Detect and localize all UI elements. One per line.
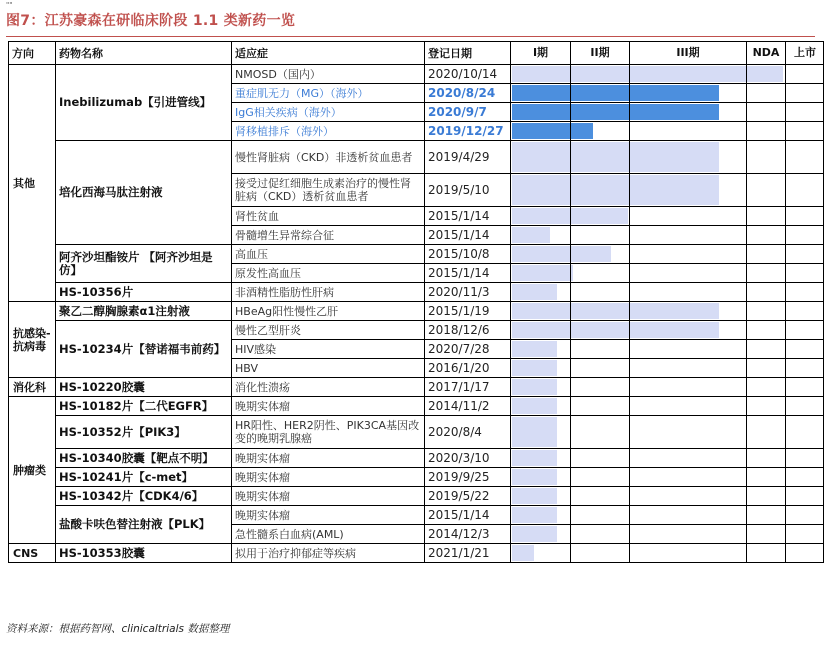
phase-progress-bar: [512, 488, 557, 504]
phase-progress-cell: [511, 84, 824, 103]
reg-date-cell: 2015/1/14: [425, 264, 511, 283]
phase-progress-bar: [512, 104, 719, 120]
phase-divider: [785, 468, 786, 487]
indication-cell: 晚期实体瘤: [232, 506, 425, 525]
table-row: [9, 378, 824, 397]
indication-cell: 原发性高血压: [232, 264, 425, 283]
direction-cell: 肿瘤类: [9, 397, 56, 544]
drug-name-cell: HS-10234片【替诺福韦前药】: [56, 321, 232, 378]
phase-divider: [785, 103, 786, 122]
phase-divider: [746, 397, 747, 416]
phase-progress-bar: [512, 265, 573, 281]
phase-divider: [746, 84, 747, 103]
phase-progress-cell: [511, 321, 824, 340]
phase-progress-bar: [512, 398, 557, 414]
phase-divider: [629, 122, 630, 141]
phase-divider: [785, 378, 786, 397]
reg-date-cell: 2020/11/3: [425, 283, 511, 302]
phase-divider: [629, 207, 630, 226]
indication-cell: 慢性肾脏病（CKD）非透析贫血患者: [232, 141, 425, 174]
phase-divider: [629, 468, 630, 487]
reg-date-cell: 2021/1/21: [425, 544, 511, 563]
phase-progress-cell: [511, 174, 824, 207]
phase-divider: [785, 302, 786, 321]
phase-divider: [629, 359, 630, 378]
phase-divider: [785, 141, 786, 174]
phase-divider: [570, 302, 571, 321]
phase-divider: [629, 302, 630, 321]
reg-date-cell: 2017/1/17: [425, 378, 511, 397]
direction-cell: CNS: [9, 544, 56, 563]
phase-divider: [785, 84, 786, 103]
indication-cell: 接受过促红细胞生成素治疗的慢性肾脏病（CKD）透析贫血患者: [232, 174, 425, 207]
phase-progress-bar: [512, 341, 557, 357]
indication-cell: 急性髓系白血病(AML): [232, 525, 425, 544]
phase-divider: [785, 321, 786, 340]
phase-divider: [785, 416, 786, 449]
reg-date-cell: 2014/11/2: [425, 397, 511, 416]
indication-cell: 慢性乙型肝炎: [232, 321, 425, 340]
header-phase-2: II期: [570, 42, 629, 64]
phase-divider: [785, 506, 786, 525]
phase-divider: [629, 245, 630, 264]
header-reg-date: 登记日期: [425, 42, 511, 65]
phase-divider: [570, 321, 571, 340]
phase-divider: [570, 506, 571, 525]
phase-divider: [785, 65, 786, 84]
phase-divider: [570, 397, 571, 416]
phase-progress-cell: [511, 245, 824, 264]
phase-progress-bar: [512, 303, 719, 319]
drug-name-cell: HS-10241片【c-met】: [56, 468, 232, 487]
drug-name-cell: HS-10352片【PIK3】: [56, 416, 232, 449]
phase-progress-bar: [512, 175, 719, 205]
phase-progress-bar: [512, 507, 557, 523]
phase-divider: [629, 226, 630, 245]
phase-progress-cell: [511, 103, 824, 122]
phase-divider: [785, 207, 786, 226]
phase-divider: [629, 416, 630, 449]
phase-divider: [785, 245, 786, 264]
table-row: [9, 416, 824, 449]
phase-divider: [629, 506, 630, 525]
phase-divider: [570, 174, 571, 207]
phase-progress-bar: [512, 526, 557, 542]
indication-cell: 重症肌无力（MG）（海外）: [232, 84, 425, 103]
phase-progress-bar: [512, 123, 593, 139]
drug-name-cell: 培化西海马肽注射液: [56, 141, 232, 245]
phase-divider: [746, 416, 747, 449]
phase-divider: [629, 84, 630, 103]
direction-cell: 消化科: [9, 378, 56, 397]
indication-cell: IgG相关疾病（海外）: [232, 103, 425, 122]
phase-divider: [629, 340, 630, 359]
phase-divider: [629, 544, 630, 563]
phase-divider: [746, 65, 747, 84]
header-direction: 方向: [9, 42, 56, 65]
indication-cell: HBeAg阳性慢性乙肝: [232, 302, 425, 321]
indication-cell: 肾移植排斥（海外）: [232, 122, 425, 141]
phase-divider: [746, 506, 747, 525]
phase-divider: [746, 226, 747, 245]
phase-divider: [629, 283, 630, 302]
phase-progress-bar: [512, 142, 719, 172]
header-drug-name: 药物名称: [56, 42, 232, 65]
reg-date-cell: 2015/1/14: [425, 506, 511, 525]
phase-divider: [746, 207, 747, 226]
phase-progress-cell: [511, 449, 824, 468]
reg-date-cell: 2015/1/14: [425, 226, 511, 245]
phase-divider: [570, 283, 571, 302]
figure-title: 图7：江苏豪森在研临床阶段 1.1 类新药一览: [6, 13, 296, 29]
phase-divider: [629, 141, 630, 174]
phase-progress-bar: [512, 360, 557, 376]
phase-progress-bar: [512, 450, 557, 466]
phase-divider: [746, 141, 747, 174]
phase-divider: [629, 525, 630, 544]
drug-name-cell: HS-10340胶囊【靶点不明】: [56, 449, 232, 468]
phase-divider: [785, 174, 786, 207]
phase-divider: [746, 525, 747, 544]
phase-divider: [785, 122, 786, 141]
header-phases: [511, 42, 824, 65]
phase-divider: [629, 174, 630, 207]
phase-progress-cell: [511, 397, 824, 416]
phase-divider: [746, 487, 747, 506]
indication-cell: 晚期实体瘤: [232, 468, 425, 487]
indication-cell: NMOSD（国内）: [232, 65, 425, 84]
table-row: [9, 506, 824, 525]
phase-divider: [570, 416, 571, 449]
reg-date-cell: 2019/9/25: [425, 468, 511, 487]
reg-date-cell: 2020/7/28: [425, 340, 511, 359]
phase-divider: [570, 226, 571, 245]
corner-mark: "": [6, 1, 13, 9]
phase-progress-cell: [511, 65, 824, 84]
phase-divider: [785, 397, 786, 416]
phase-divider: [785, 340, 786, 359]
reg-date-cell: 2019/5/10: [425, 174, 511, 207]
header-phase-3: III期: [629, 42, 746, 64]
phase-divider: [629, 449, 630, 468]
phase-divider: [570, 359, 571, 378]
table-row: [9, 321, 824, 340]
drug-name-cell: HS-10356片: [56, 283, 232, 302]
phase-divider: [570, 468, 571, 487]
drug-name-cell: HS-10182片【二代EGFR】: [56, 397, 232, 416]
phase-progress-cell: [511, 264, 824, 283]
reg-date-cell: 2019/4/29: [425, 141, 511, 174]
phase-progress-cell: [511, 141, 824, 174]
phase-divider: [629, 103, 630, 122]
source-note: 资料来源：根据药智网、clinicaltrials 数据整理: [6, 623, 230, 635]
phase-divider: [570, 141, 571, 174]
phase-progress-cell: [511, 544, 824, 563]
phase-divider: [746, 174, 747, 207]
indication-cell: 晚期实体瘤: [232, 449, 425, 468]
phase-progress-cell: [511, 207, 824, 226]
reg-date-cell: 2020/9/7: [425, 103, 511, 122]
phase-progress-bar: [512, 227, 550, 243]
phase-progress-cell: [511, 302, 824, 321]
phase-progress-cell: [511, 359, 824, 378]
table-row: [9, 449, 824, 468]
phase-divider: [570, 84, 571, 103]
indication-cell: 晚期实体瘤: [232, 397, 425, 416]
phase-divider: [570, 487, 571, 506]
reg-date-cell: 2020/8/24: [425, 84, 511, 103]
phase-divider: [570, 103, 571, 122]
phase-divider: [746, 321, 747, 340]
reg-date-cell: 2020/8/4: [425, 416, 511, 449]
phase-progress-bar: [512, 284, 557, 300]
phase-divider: [570, 122, 571, 141]
phase-divider: [785, 487, 786, 506]
indication-cell: HBV: [232, 359, 425, 378]
reg-date-cell: 2014/12/3: [425, 525, 511, 544]
header-phase-launch: 上市: [785, 42, 824, 64]
phase-divider: [570, 65, 571, 84]
direction-cell: 其他: [9, 65, 56, 302]
phase-progress-bar: [512, 379, 557, 395]
phase-progress-cell: [511, 340, 824, 359]
phase-progress-cell: [511, 416, 824, 449]
phase-divider: [746, 264, 747, 283]
drug-name-cell: 阿齐沙坦酯铵片 【阿齐沙坦是仿】: [56, 245, 232, 283]
drug-name-cell: HS-10342片【CDK4/6】: [56, 487, 232, 506]
indication-cell: 消化性溃疡: [232, 378, 425, 397]
indication-cell: 肾性贫血: [232, 207, 425, 226]
table-row: [9, 141, 824, 174]
phase-progress-bar: [512, 322, 719, 338]
table-row: [9, 302, 824, 321]
phase-divider: [746, 468, 747, 487]
header-phase-1: I期: [532, 46, 549, 59]
phase-divider: [629, 378, 630, 397]
reg-date-cell: 2019/12/27: [425, 122, 511, 141]
phase-progress-bar: [512, 66, 783, 82]
title-divider: [6, 36, 815, 37]
table-row: [9, 544, 824, 563]
table-row: [9, 468, 824, 487]
phase-divider: [629, 65, 630, 84]
phase-divider: [570, 264, 571, 283]
phase-divider: [746, 449, 747, 468]
phase-divider: [746, 302, 747, 321]
table-row: [9, 245, 824, 264]
phase-divider: [570, 340, 571, 359]
phase-progress-cell: [511, 468, 824, 487]
phase-divider: [746, 359, 747, 378]
direction-cell: 抗感染-抗病毒: [9, 302, 56, 378]
drug-name-cell: 盐酸卡呋色替注射液【PLK】: [56, 506, 232, 544]
phase-progress-bar: [512, 417, 557, 447]
indication-cell: 非酒精性脂肪性肝病: [232, 283, 425, 302]
phase-progress-cell: [511, 378, 824, 397]
table-row: [9, 487, 824, 506]
drug-name-cell: HS-10353胶囊: [56, 544, 232, 563]
phase-divider: [570, 245, 571, 264]
phase-divider: [570, 207, 571, 226]
phase-divider: [629, 321, 630, 340]
table-row: [9, 283, 824, 302]
drug-name-cell: Inebilizumab【引进管线】: [56, 65, 232, 141]
phase-divider: [746, 340, 747, 359]
phase-divider: [570, 544, 571, 563]
indication-cell: 晚期实体瘤: [232, 487, 425, 506]
phase-progress-bar: [512, 469, 557, 485]
phase-divider: [785, 544, 786, 563]
indication-cell: HIV感染: [232, 340, 425, 359]
reg-date-cell: 2015/1/14: [425, 207, 511, 226]
phase-divider: [629, 487, 630, 506]
phase-divider: [746, 245, 747, 264]
phase-divider: [629, 264, 630, 283]
header-phase-nda: NDA: [746, 42, 785, 64]
drug-name-cell: 聚乙二醇胸腺素α1注射液: [56, 302, 232, 321]
phase-progress-cell: [511, 226, 824, 245]
phase-progress-cell: [511, 283, 824, 302]
phase-divider: [746, 378, 747, 397]
phase-divider: [785, 226, 786, 245]
phase-divider: [746, 103, 747, 122]
pipeline-table: [8, 41, 824, 563]
reg-date-cell: 2015/1/19: [425, 302, 511, 321]
indication-cell: 高血压: [232, 245, 425, 264]
phase-progress-cell: [511, 122, 824, 141]
phase-progress-bar: [512, 545, 534, 561]
phase-progress-bar: [512, 246, 611, 262]
indication-cell: 拟用于治疗抑郁症等疾病: [232, 544, 425, 563]
phase-progress-cell: [511, 506, 824, 525]
drug-name-cell: HS-10220胶囊: [56, 378, 232, 397]
phase-progress-bar: [512, 85, 719, 101]
phase-divider: [629, 397, 630, 416]
reg-date-cell: 2016/1/20: [425, 359, 511, 378]
phase-divider: [785, 359, 786, 378]
phase-divider: [785, 283, 786, 302]
phase-divider: [746, 283, 747, 302]
reg-date-cell: 2019/5/22: [425, 487, 511, 506]
phase-divider: [785, 264, 786, 283]
phase-divider: [570, 525, 571, 544]
phase-divider: [570, 449, 571, 468]
header-indication: 适应症: [232, 42, 425, 65]
phase-divider: [570, 378, 571, 397]
reg-date-cell: 2020/3/10: [425, 449, 511, 468]
reg-date-cell: 2020/10/14: [425, 65, 511, 84]
phase-divider: [746, 122, 747, 141]
phase-divider: [785, 449, 786, 468]
phase-divider: [746, 544, 747, 563]
reg-date-cell: 2015/10/8: [425, 245, 511, 264]
table-row: [9, 397, 824, 416]
reg-date-cell: 2018/12/6: [425, 321, 511, 340]
indication-cell: HR阳性、HER2阴性、PIK3CA基因改变的晚期乳腺癌: [232, 416, 425, 449]
phase-divider: [785, 525, 786, 544]
indication-cell: 骨髓增生异常综合征: [232, 226, 425, 245]
phase-progress-cell: [511, 487, 824, 506]
table-row: [9, 65, 824, 84]
phase-progress-cell: [511, 525, 824, 544]
